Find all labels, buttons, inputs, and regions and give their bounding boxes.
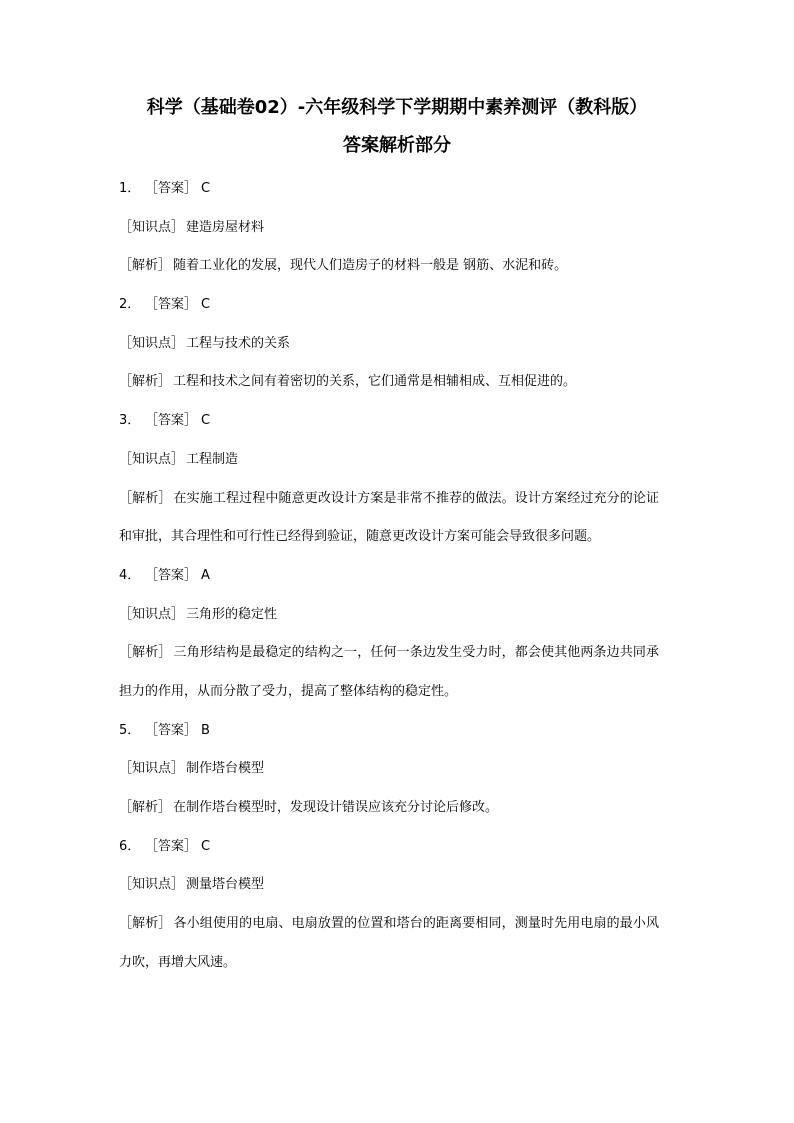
analysis-label: ［解析］ <box>119 490 172 506</box>
question-number: 5． <box>119 722 141 738</box>
answer-line <box>119 828 659 867</box>
answer-line <box>119 557 659 596</box>
question-number: 2． <box>119 297 141 313</box>
document-title: 科学（基础卷02）-六年级科学下学期期中素养测评（教科版） <box>146 97 648 118</box>
answer-label: ［答案］ <box>145 838 198 854</box>
analysis-label: ［解析］ <box>119 645 172 661</box>
answer-item <box>119 286 659 402</box>
knowledge-text: 工程制造 <box>186 451 239 467</box>
analysis-line <box>119 363 659 402</box>
analysis-line <box>119 789 659 828</box>
analysis-label: ［解析］ <box>119 374 172 390</box>
knowledge-label: ［知识点］ <box>119 335 185 351</box>
knowledge-line <box>119 866 659 905</box>
answer-label: ［答案］ <box>145 722 198 738</box>
answer-value: A <box>201 567 210 583</box>
knowledge-line <box>119 596 659 635</box>
answer-item <box>119 557 659 712</box>
analysis-line <box>119 905 659 982</box>
analysis-label: ［解析］ <box>119 258 172 274</box>
analysis-line <box>119 247 659 286</box>
knowledge-line <box>119 325 659 364</box>
question-number: 3． <box>119 413 141 429</box>
analysis-text: 三角形结构是最稳定的结构之一，任何一条边发生受力时，都会使其他两条边共同承担力的作用，从而分散了受力，提高了整体结构的稳定性。 <box>119 645 659 699</box>
answer-item <box>119 712 659 828</box>
answer-line <box>119 402 659 441</box>
answer-item <box>119 170 659 286</box>
answer-value: C <box>201 838 211 854</box>
answer-line <box>119 170 659 209</box>
knowledge-label: ［知识点］ <box>119 877 185 893</box>
answer-label: ［答案］ <box>145 181 198 196</box>
answer-item <box>119 402 659 557</box>
knowledge-line <box>119 441 659 480</box>
analysis-label: ［解析］ <box>119 800 172 816</box>
knowledge-text: 测量塔台模型 <box>186 877 265 893</box>
analysis-line <box>119 480 659 557</box>
answer-label: ［答案］ <box>145 297 198 313</box>
knowledge-label: ［知识点］ <box>119 606 185 622</box>
answer-value: B <box>201 722 210 738</box>
answer-label: ［答案］ <box>145 413 198 429</box>
analysis-label: ［解析］ <box>119 916 172 932</box>
knowledge-line <box>119 209 659 248</box>
analysis-line <box>119 634 659 711</box>
knowledge-line <box>119 750 659 789</box>
document-subtitle: 答案解析部分 <box>343 135 451 156</box>
knowledge-text: 建造房屋材料 <box>186 219 265 235</box>
answer-value: C <box>201 297 211 313</box>
analysis-text: 各小组使用的电扇、电扇放置的位置和塔台的距离要相同，测量时先用电扇的最小风力吹，再增大风速。 <box>119 916 659 970</box>
answer-list <box>119 170 659 983</box>
knowledge-label: ［知识点］ <box>119 761 185 777</box>
analysis-text: 工程和技术之间有着密切的关系，它们通常是相辅相成、互相促进的。 <box>173 374 577 390</box>
answer-line <box>119 712 659 751</box>
knowledge-label: ［知识点］ <box>119 451 185 467</box>
knowledge-text: 三角形的稳定性 <box>186 606 278 622</box>
knowledge-label: ［知识点］ <box>119 219 185 235</box>
answer-item <box>119 828 659 983</box>
analysis-text: 随着工业化的发展，现代人们造房子的材料一般是 钢筋、水泥和砖。 <box>173 258 568 274</box>
analysis-text: 在制作塔台模型时，发现设计错误应该充分讨论后修改。 <box>173 800 499 816</box>
answer-line <box>119 286 659 325</box>
question-number: 1． <box>119 181 141 196</box>
answer-value: C <box>201 181 211 196</box>
knowledge-text: 工程与技术的关系 <box>186 335 291 351</box>
answer-value: C <box>201 413 211 429</box>
question-number: 4． <box>119 567 141 583</box>
knowledge-text: 制作塔台模型 <box>186 761 265 777</box>
analysis-text: 在实施工程过程中随意更改设计方案是非常不推荐的做法。设计方案经过充分的论证和审批，其合理性和可行性已经得到验证，随意更改设计方案可能会导致很多问题。 <box>119 490 659 545</box>
question-number: 6． <box>119 838 141 854</box>
answer-label: ［答案］ <box>145 567 198 583</box>
